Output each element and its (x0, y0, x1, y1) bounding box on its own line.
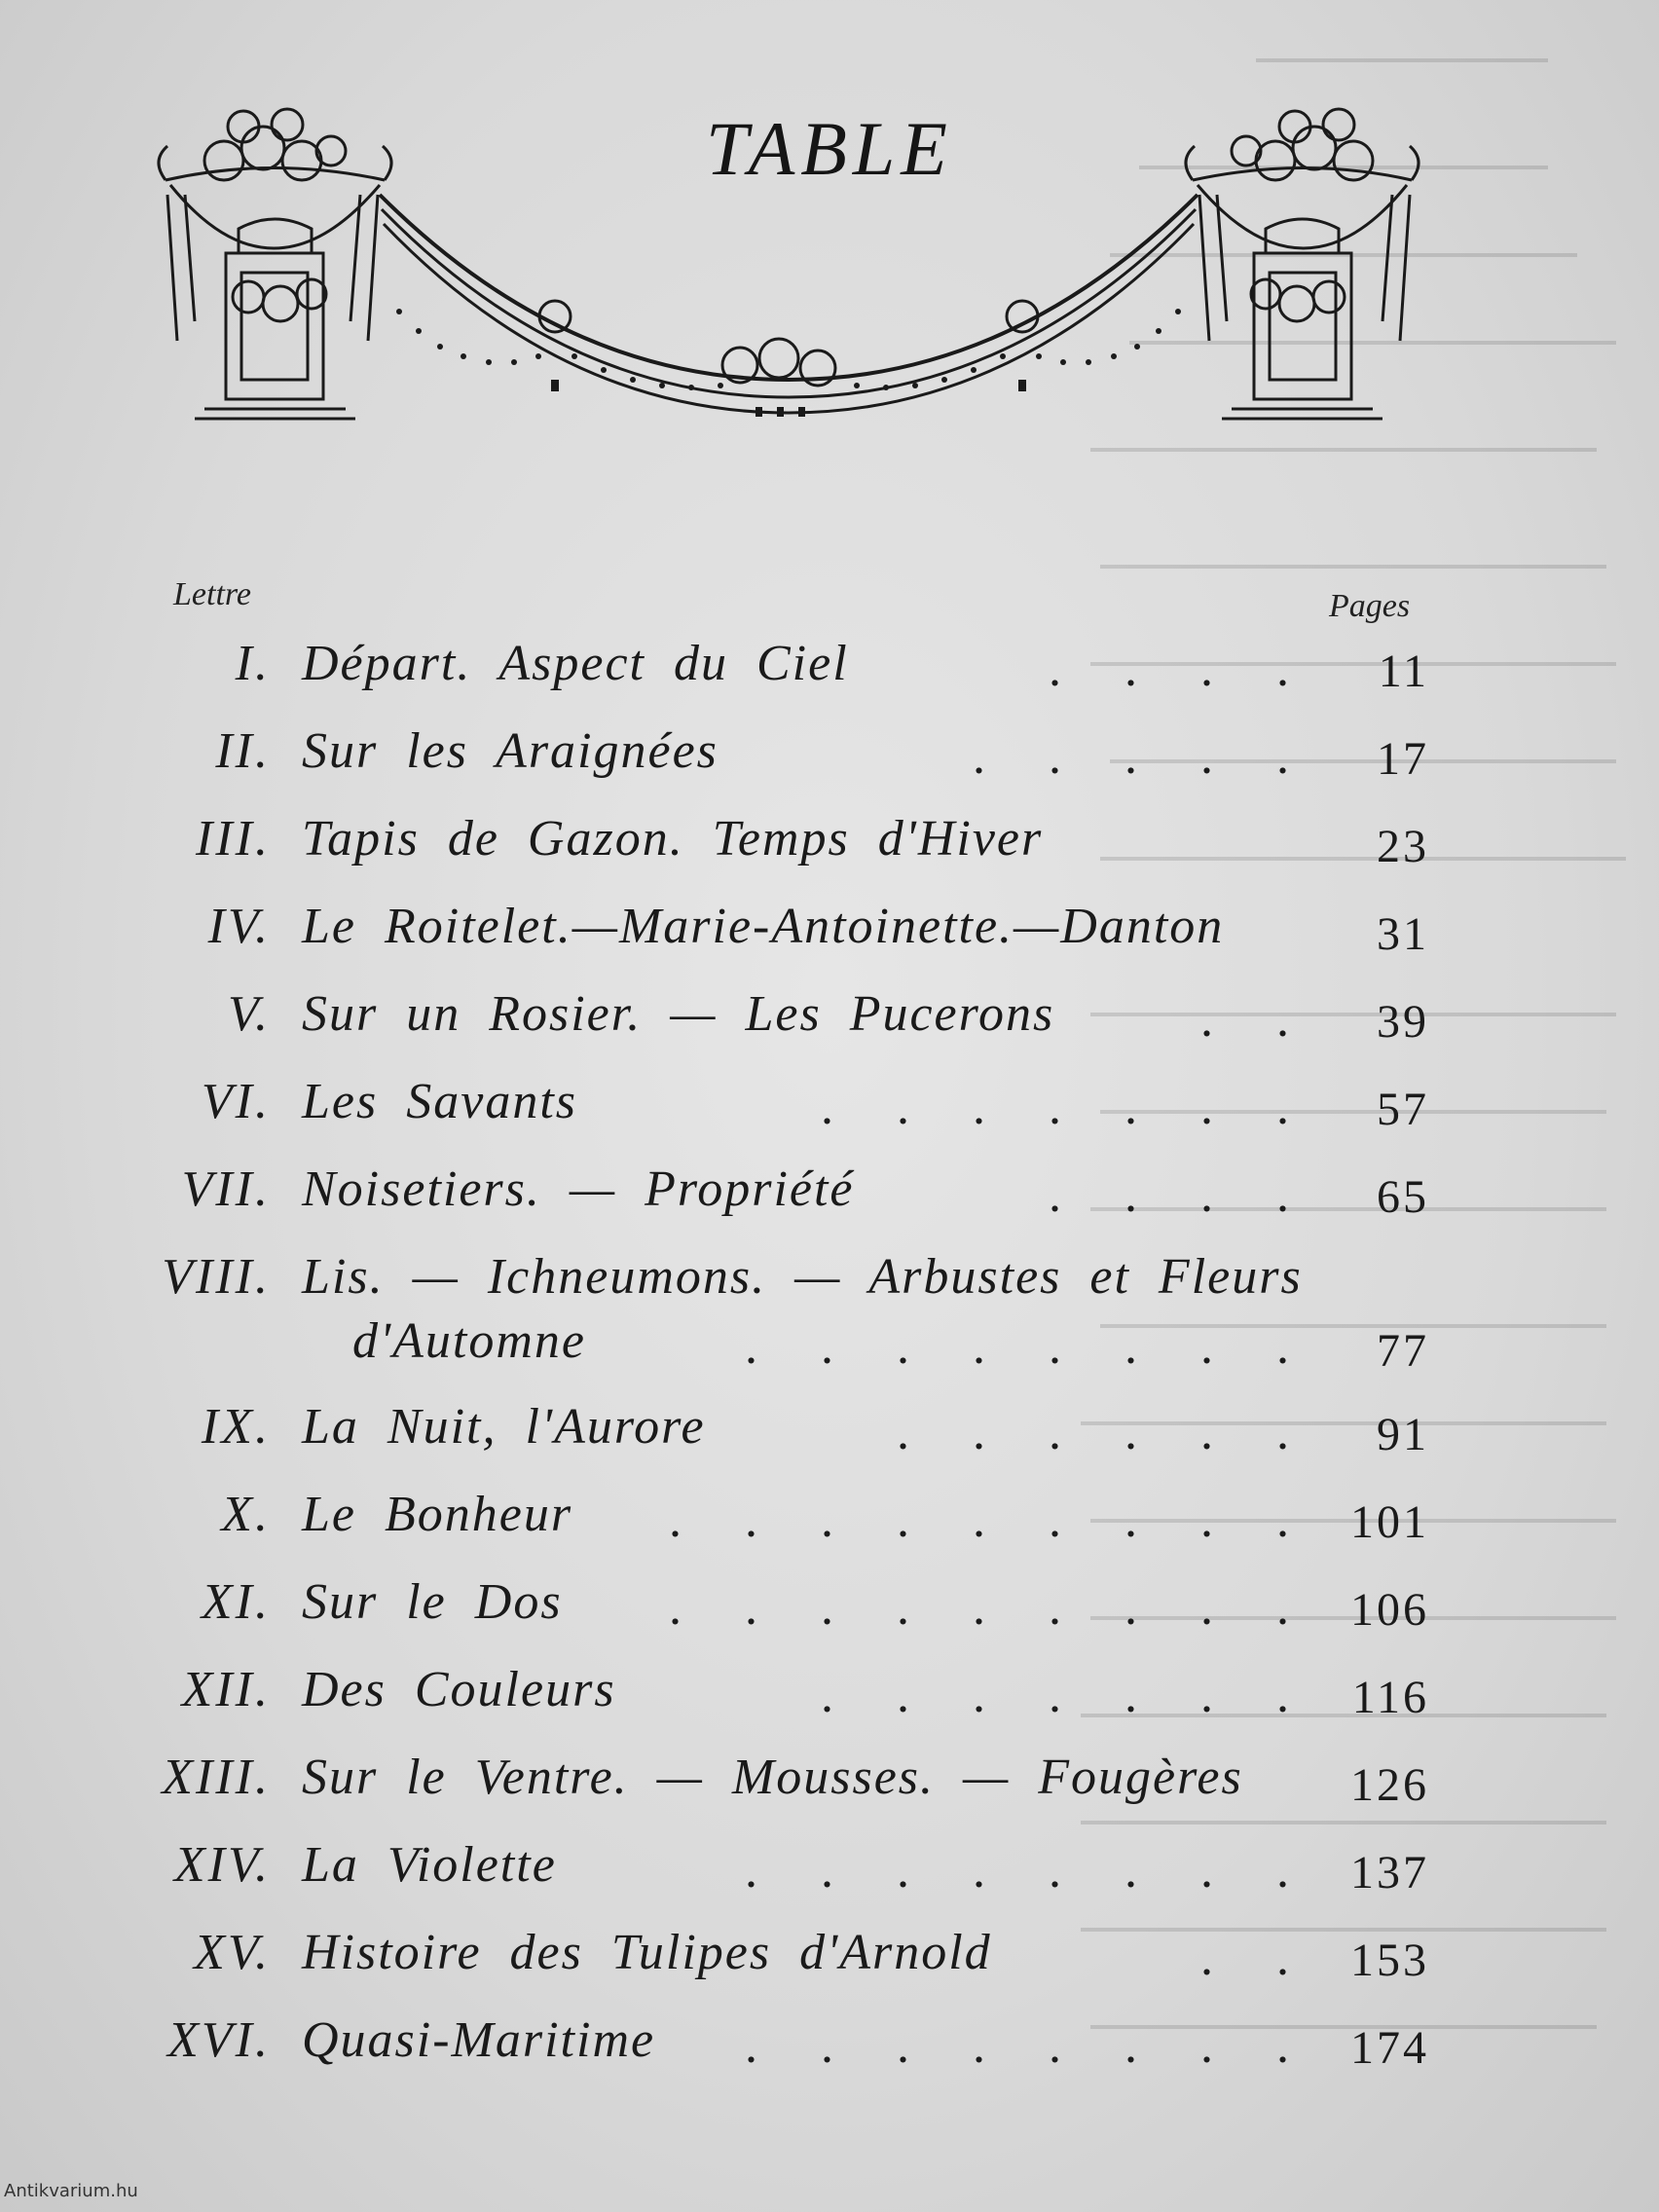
toc-entry (0, 635, 1659, 713)
letter-number: IX. (201, 1399, 271, 1455)
entry-title: Des Couleurs (302, 1662, 616, 1717)
toc-entry (0, 722, 1659, 800)
toc-entry (0, 1486, 1659, 1564)
pages-column-header: Pages (1329, 588, 1411, 624)
page-number: 31 (1377, 908, 1429, 960)
page-number: 77 (1377, 1325, 1429, 1377)
letter-number: I. (235, 636, 271, 691)
dot-leader: . . . . . . . . (745, 1319, 1289, 1375)
page-number: 106 (1350, 1584, 1429, 1636)
toc-entry (0, 2011, 1659, 2089)
letter-column-header: Lettre (173, 576, 251, 612)
letter-number: XVI. (167, 2012, 271, 2068)
letter-number: III. (196, 811, 271, 866)
dot-leader: . . . . . . (897, 1405, 1289, 1460)
dot-leader: . . (1200, 1931, 1289, 1986)
dot-leader: . . . . . . . . (745, 2018, 1289, 2074)
watermark: Antikvarium.hu (4, 2181, 138, 2201)
dot-leader: . . . . . . . . . (669, 1493, 1289, 1548)
dot-leader: . . . . . . . (821, 1668, 1289, 1723)
letter-number: V. (227, 986, 271, 1042)
letter-number: X. (221, 1487, 271, 1542)
dot-leader: . . . . (1049, 1167, 1289, 1223)
toc-entry (0, 1749, 1659, 1826)
toc-entry (0, 1924, 1659, 2002)
toc-entry (0, 1248, 1659, 1394)
letter-number: VIII. (162, 1249, 271, 1305)
entry-title: Sur le Ventre. — Mousses. — Fougères (302, 1750, 1243, 1805)
dot-leader: . . (1200, 992, 1289, 1048)
letter-number: XII. (181, 1662, 271, 1717)
page-number: 23 (1377, 821, 1429, 872)
toc-entry (0, 985, 1659, 1063)
entry-title: Sur le Dos (302, 1574, 563, 1630)
entry-title: Sur un Rosier. — Les Pucerons (302, 986, 1055, 1042)
page-number: 101 (1350, 1496, 1429, 1548)
page-number: 126 (1350, 1759, 1429, 1811)
page-title: TABLE (706, 106, 953, 191)
page-number: 65 (1377, 1171, 1429, 1223)
toc-entry (0, 1573, 1659, 1651)
dot-leader: . . . . . . . (821, 1080, 1289, 1135)
letter-number: IV. (207, 899, 271, 954)
letter-number: VI. (201, 1074, 271, 1129)
toc-entry (0, 810, 1659, 888)
dot-leader: . . . . . (973, 729, 1289, 785)
page-number: 91 (1377, 1409, 1429, 1460)
dot-leader: . . . . . . . . (745, 1843, 1289, 1899)
page-number: 174 (1350, 2022, 1429, 2074)
page-number: 137 (1350, 1847, 1429, 1899)
entry-title: Le Roitelet.—Marie-Antoinette.—Danton (302, 899, 1225, 954)
letter-number: II. (215, 723, 271, 779)
toc-entry (0, 1836, 1659, 1914)
letter-number: VII. (181, 1161, 271, 1217)
letter-number: XI. (201, 1574, 271, 1630)
toc-entry (0, 1161, 1659, 1238)
page-number: 57 (1377, 1084, 1429, 1135)
letter-number: XIII. (162, 1750, 271, 1805)
entry-title: Sur les Araignées (302, 723, 719, 779)
entry-title: La Violette (302, 1837, 557, 1893)
dot-leader: . . . . (1049, 642, 1289, 697)
dot-leader: . . . . . . . . . (669, 1580, 1289, 1636)
page-number: 17 (1377, 733, 1429, 785)
letter-number: XV. (194, 1925, 271, 1980)
toc-entry (0, 1661, 1659, 1739)
page-number: 116 (1351, 1672, 1429, 1723)
letter-number: XIV. (173, 1837, 271, 1893)
entry-title-continued: d'Automne (352, 1313, 586, 1369)
page-number: 39 (1377, 996, 1429, 1048)
entry-title: Noisetiers. — Propriété (302, 1161, 855, 1217)
toc-entry (0, 898, 1659, 976)
entry-title: Tapis de Gazon. Temps d'Hiver (302, 811, 1044, 866)
entry-title: La Nuit, l'Aurore (302, 1399, 706, 1455)
entry-title: Lis. — Ichneumons. — Arbustes et Fleurs (302, 1249, 1303, 1305)
page-number: 11 (1378, 645, 1429, 697)
toc-entry (0, 1073, 1659, 1151)
page-number: 153 (1350, 1935, 1429, 1986)
entry-title: Quasi-Maritime (302, 2012, 656, 2068)
entry-title: Le Bonheur (302, 1487, 573, 1542)
entry-title: Histoire des Tulipes d'Arnold (302, 1925, 992, 1980)
entry-title: Les Savants (302, 1074, 577, 1129)
entry-title: Départ. Aspect du Ciel (302, 636, 849, 691)
toc-entry (0, 1398, 1659, 1476)
